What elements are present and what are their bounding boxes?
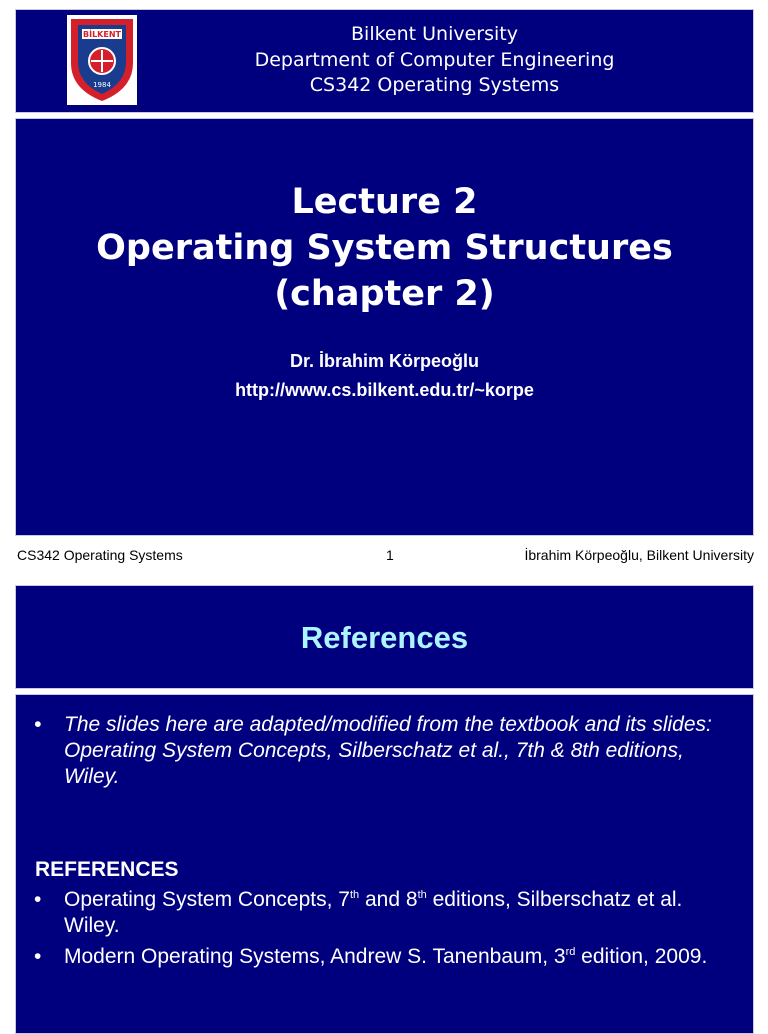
author-block [16,347,753,405]
lecture-chapter: (chapter 2) [274,274,495,314]
intro-text: The slides here are adapted/modified from the textbook and its slides: Operating System Concepts, Silberschatz et al., 7th & 8th editions, Wiley. [64,713,712,788]
logo-year: 1984 [93,81,111,89]
bullet-icon: • [34,888,42,911]
lecture-title [16,179,753,317]
reference-item-2 [64,944,733,970]
logo-name: BİLKENT [83,30,121,39]
references-heading: REFERENCES [35,858,179,881]
references-title: References [300,620,469,655]
reference-1-part-b: and 8 [359,888,418,911]
reference-1-part-a: Operating System Concepts, 7 [64,888,350,911]
reference-item-1 [64,887,733,939]
reference-2-part-b: edition, 2009. [575,945,708,968]
footer-course: CS342 Operating Systems [17,547,183,563]
bilkent-logo [67,15,137,105]
author-url[interactable]: http://www.cs.bilkent.edu.tr/~korpe [235,380,534,400]
author-name: Dr. İbrahim Körpeoğlu [289,351,480,371]
bullet-icon: • [34,945,42,968]
course-name: CS342 Operating Systems [309,74,560,96]
university-name: Bilkent University [351,23,518,45]
reference-1-sup-1: th [349,889,360,901]
slide-footer [17,547,754,565]
header-text [156,22,713,99]
references-title-box [15,585,754,689]
slide-title-box [15,118,754,536]
lecture-topic: Operating System Structures [96,228,673,268]
references-body-box [15,694,754,1034]
bullet-icon: • [34,713,42,736]
reference-2-sup: rd [565,946,576,958]
reference-1-part-c: editions, Silberschatz et al. Wiley. [64,888,683,937]
footer-page-number: 1 [386,547,394,563]
lecture-number: Lecture 2 [291,182,478,222]
slide-header-box [15,9,754,113]
department-name: Department of Computer Engineering [254,48,615,71]
reference-1-sup-2: th [417,889,427,901]
reference-2-part-a: Modern Operating Systems, Andrew S. Tanenbaum, 3 [64,945,566,968]
university-seal-icon [67,15,137,105]
footer-author: İbrahim Körpeoğlu, Bilkent University [524,547,754,563]
